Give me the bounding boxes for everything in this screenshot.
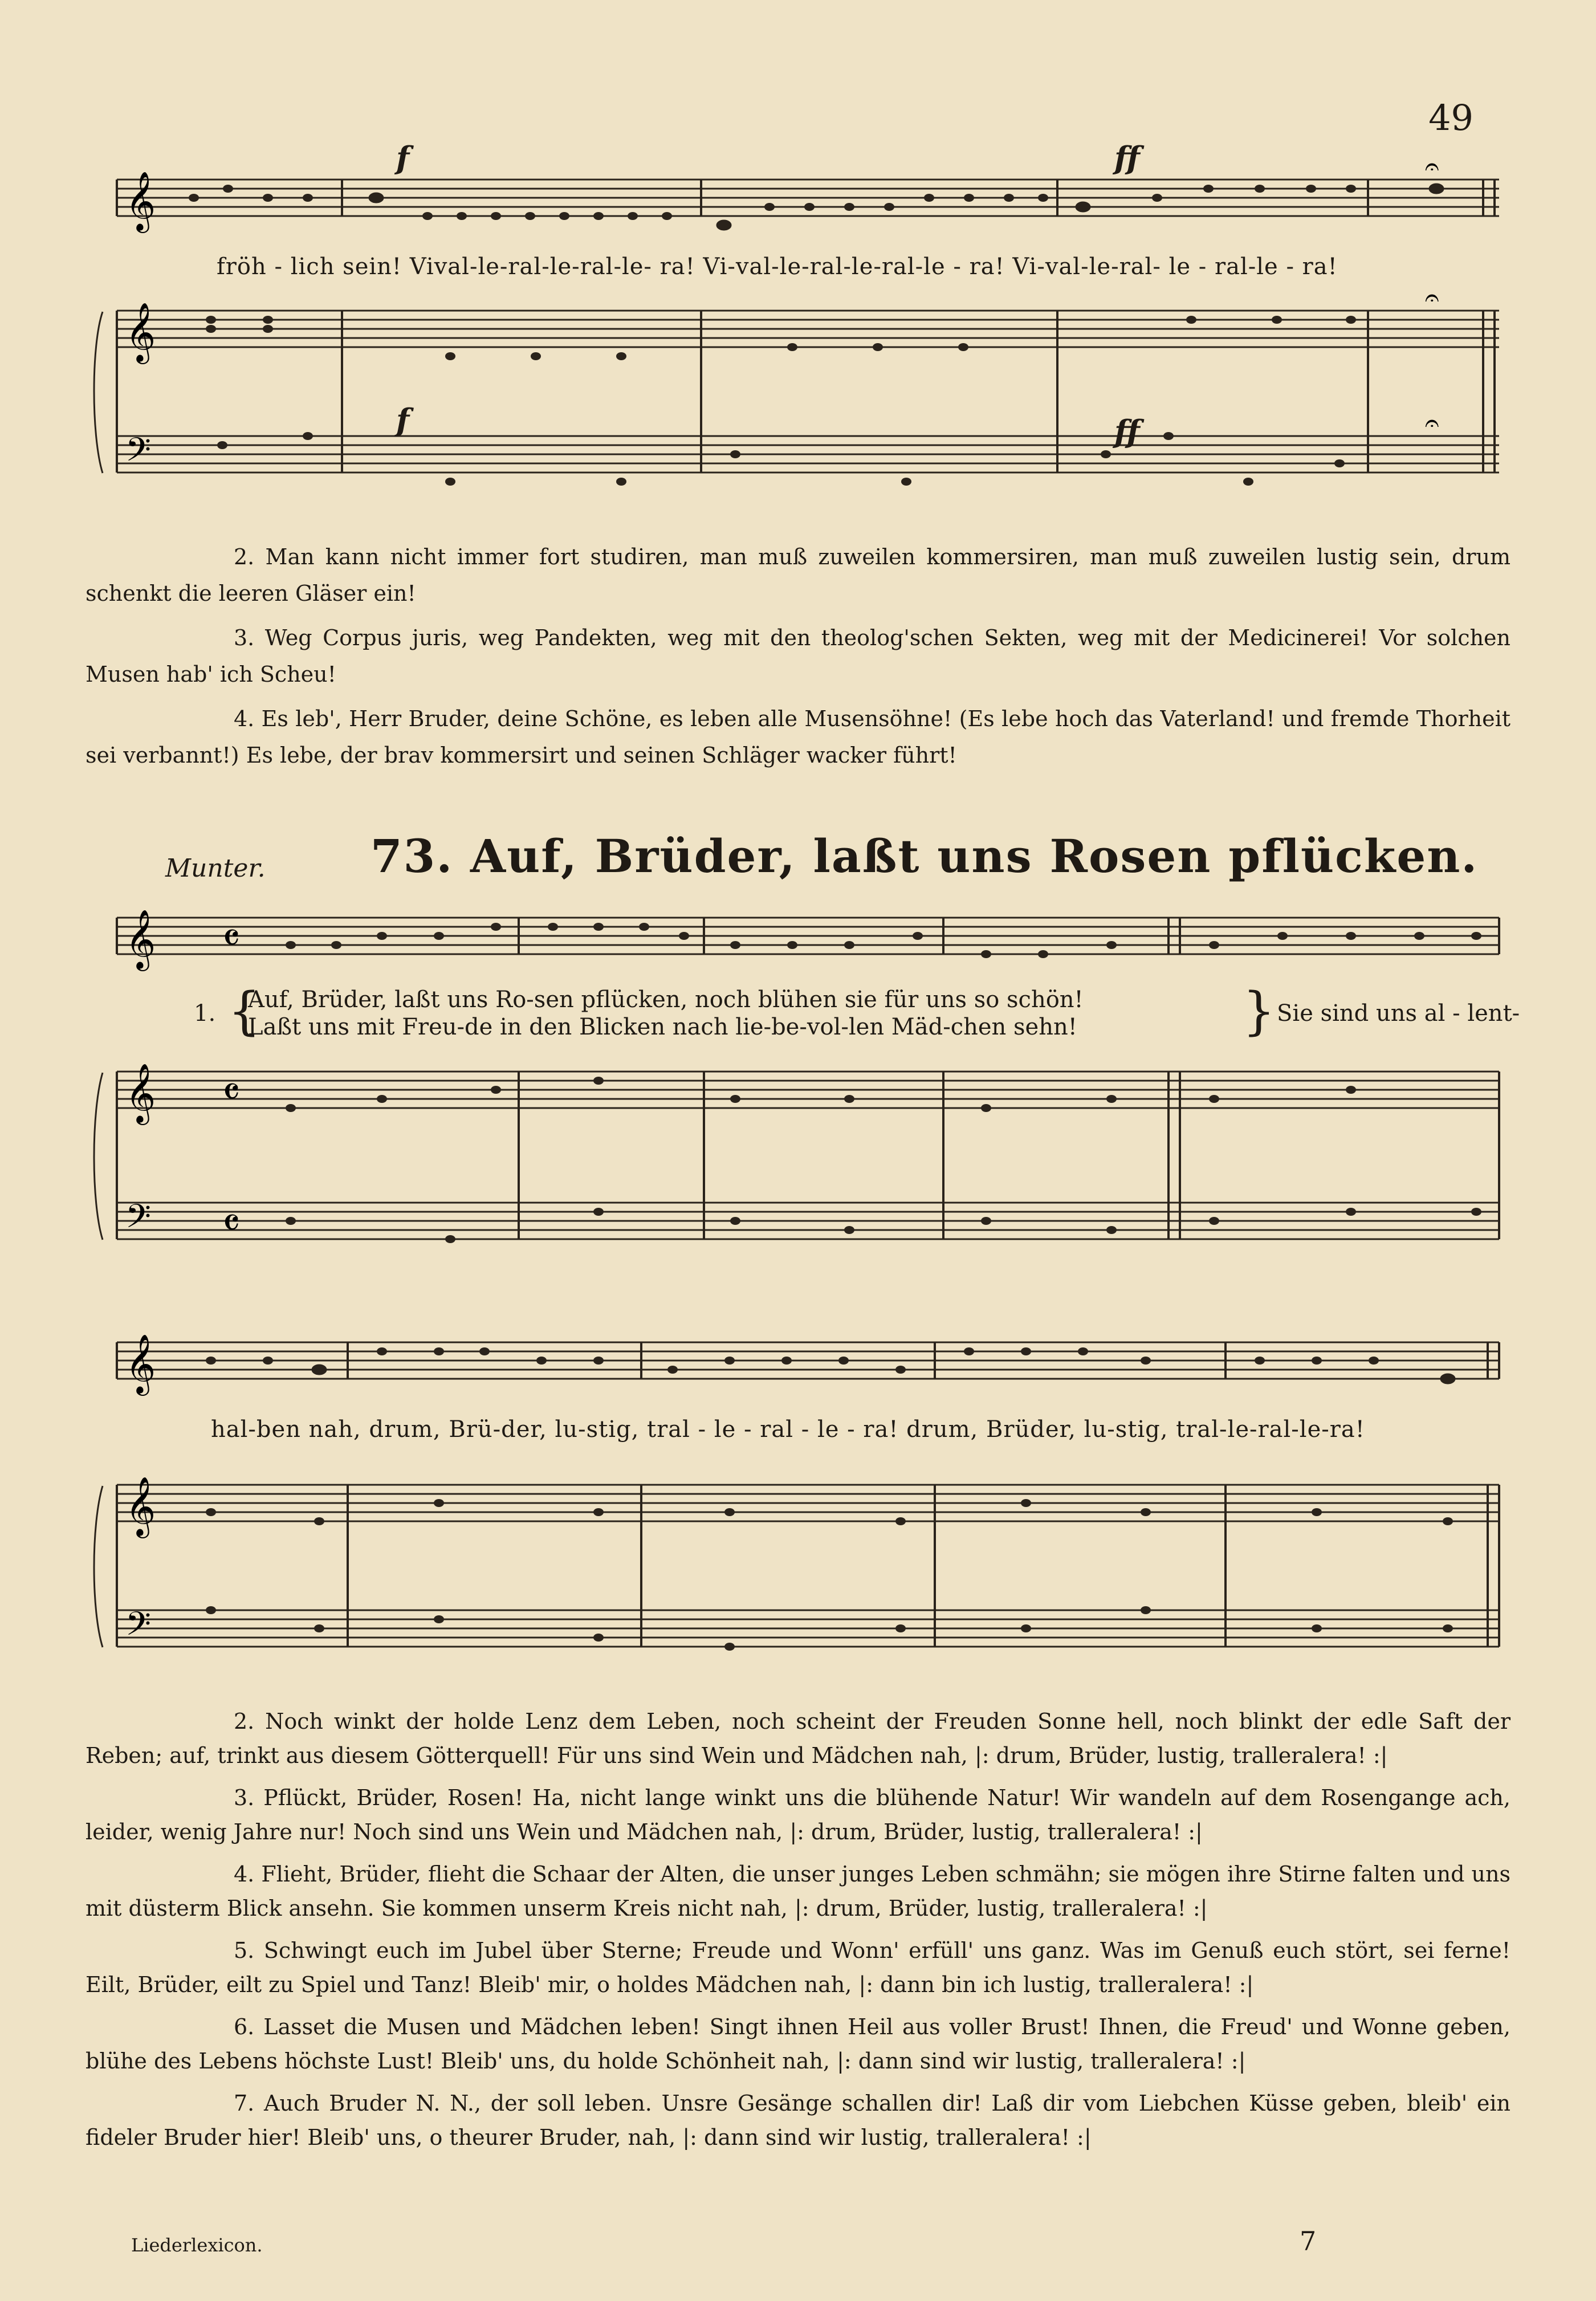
prev-song-verses (85, 539, 1510, 781)
common-time-icon: 𝄴 (222, 1069, 241, 1115)
common-time-icon: 𝄴 (222, 915, 241, 962)
notes (286, 923, 1481, 1243)
treble-clef-icon: 𝄞 (125, 1334, 156, 1394)
page-number: 49 (1428, 97, 1473, 139)
song-number: 73. (370, 829, 454, 883)
staff-group-3 (108, 1331, 1505, 1696)
piano-bass-staff (117, 436, 1499, 473)
fermata-icon: 𝄐 (1425, 283, 1439, 312)
bass-clef-icon: 𝄢 (125, 1604, 152, 1651)
notes (206, 1347, 1455, 1651)
stanza-number: 1. (194, 1000, 216, 1027)
lyrics-line: hal-ben nah, drum, Brü-der, lu-stig, tral - le - ral - le - ra! drum, Brüder, lu-stig, tral-le-ral-le-ra! (211, 1416, 1365, 1443)
score-system-1 (108, 140, 1505, 527)
tempo-marking: Munter. (165, 854, 266, 883)
fermata-icon: 𝄐 (1425, 409, 1439, 438)
common-time-icon: 𝄴 (222, 1200, 241, 1247)
brace-icon: { (228, 982, 261, 1041)
dynamic-forte: f (396, 402, 410, 438)
vocal-staff (117, 918, 1499, 954)
footer-source: Liederlexicon. (131, 2234, 263, 2256)
song-title-text: Auf, Brüder, laßt uns Rosen pflücken. (470, 829, 1479, 883)
song-verses (85, 1704, 1510, 2162)
treble-clef-icon: 𝄞 (125, 171, 156, 231)
footer-signature: 7 (1300, 2226, 1317, 2257)
dynamic-fortissimo: ff (1114, 413, 1140, 450)
score-system-3 (108, 1331, 1505, 1696)
piano-treble-staff (117, 311, 1499, 347)
treble-clef-icon: 𝄞 (125, 302, 156, 362)
bass-clef-icon: 𝄢 (125, 430, 152, 477)
piano-bass-staff (117, 1203, 1499, 1239)
song-title (370, 829, 1478, 883)
verse: 2. Man kann nicht immer fort studiren, man muß zuweilen kommersiren, man muß zuweilen lustig sein, drum schenkt die leeren Gläser ein! (85, 544, 1510, 606)
staff-group-2 (108, 906, 1505, 1294)
barlines (117, 918, 1499, 1239)
treble-clef-icon: 𝄞 (125, 1476, 156, 1536)
lyrics-line: fröh - lich sein! Vival-le-ral-le-ral-le- ra! Vi-val-le-ral-le-ral-le - ra! Vi-val-le-ral- le - ral-le - ra! (217, 254, 1338, 280)
fermata-icon: 𝄐 (1425, 152, 1439, 181)
verse: 5. Schwingt euch im Jubel über Sterne; Freude und Wonn' erfüll' uns ganz. Was im Genuß euch stört, sei ferne! Eilt, Brüder, eilt zu Spiel und Tanz! Bleib' mir, o holdes Mädchen nah, |: dann bin ich lustig, tralleralera! :| (85, 1938, 1510, 1997)
lyrics-line: Auf, Brüder, laßt uns Ro-sen pflücken, noch blühen sie für uns so schön! (248, 987, 1084, 1013)
brace-icon: } (1243, 982, 1276, 1041)
piano-treble-staff (117, 1485, 1499, 1521)
verse: 2. Noch winkt der holde Lenz dem Leben, noch scheint der Freuden Sonne hell, noch blinkt der edle Saft der Reben; auf, trinkt aus diesem Götterquell! Für uns sind Wein und Mädchen nah, |: drum, Brüder, lustig, tralleralera! :| (85, 1709, 1510, 1768)
verse: 7. Auch Bruder N. N., der soll leben. Unsre Gesänge schallen dir! Laß dir vom Liebchen Küsse geben, bleib' ein fideler Bruder hier! Bleib' uns, o theurer Bruder, nah, |: dann sind wir lustig, tralleralera! :| (85, 2091, 1510, 2150)
dynamic-forte: f (396, 140, 410, 176)
system-brace (94, 1073, 103, 1240)
notes (189, 184, 1443, 486)
system-brace (94, 1486, 103, 1647)
verse: 4. Flieht, Brüder, flieht die Schaar der Alten, die unser junges Leben schmähn; sie mögen ihre Stirne falten und uns mit düsterm Blick ansehn. Sie kommen unserm Kreis nicht nah, |: drum, Brüder, lustig, tralleralera! :| (85, 1862, 1510, 1921)
bass-clef-icon: 𝄢 (125, 1197, 152, 1244)
verse: 3. Weg Corpus juris, weg Pandekten, weg mit den theolog'schen Sekten, weg mit der Medicinerei! Vor solchen Musen hab' ich Scheu! (85, 625, 1510, 687)
verse: 6. Lasset die Musen und Mädchen leben! Singt ihnen Heil aus voller Brust! Ihnen, die Freud' und Wonne geben, blühe des Lebens höchste Lust! Bleib' uns, du holde Schönheit nah, |: dann sind wir lustig, tralleralera! :| (85, 2014, 1510, 2074)
barlines (117, 180, 1495, 473)
score-system-2 (108, 906, 1520, 1294)
verse: 3. Pflückt, Brüder, Rosen! Ha, nicht lange winkt uns die blühende Natur! Wir wandeln auf dem Rosengange ach, leider, wenig Jahre nur! Noch sind uns Wein und Mädchen nah, |: drum, Brüder, lustig, tralleralera! :| (85, 1785, 1510, 1844)
lyrics-line: Laßt uns mit Freu-de in den Blicken nach lie-be-vol-len Mäd-chen sehn! (248, 1014, 1077, 1040)
system-brace (94, 312, 103, 473)
treble-clef-icon: 𝄞 (125, 1063, 156, 1123)
piano-treble-staff (117, 1072, 1499, 1108)
treble-clef-icon: 𝄞 (125, 909, 156, 969)
dynamic-fortissimo: ff (1114, 140, 1140, 176)
verse: 4. Es leb', Herr Bruder, deine Schöne, es leben alle Musensöhne! (Es lebe hoch das Vaterland! und fremde Thorheit sei verbannt!) Es lebe, der brav kommersirt und seinen Schläger wacker führt! (85, 706, 1510, 768)
lyrics-line: Sie sind uns al - lent- (1277, 1000, 1520, 1027)
